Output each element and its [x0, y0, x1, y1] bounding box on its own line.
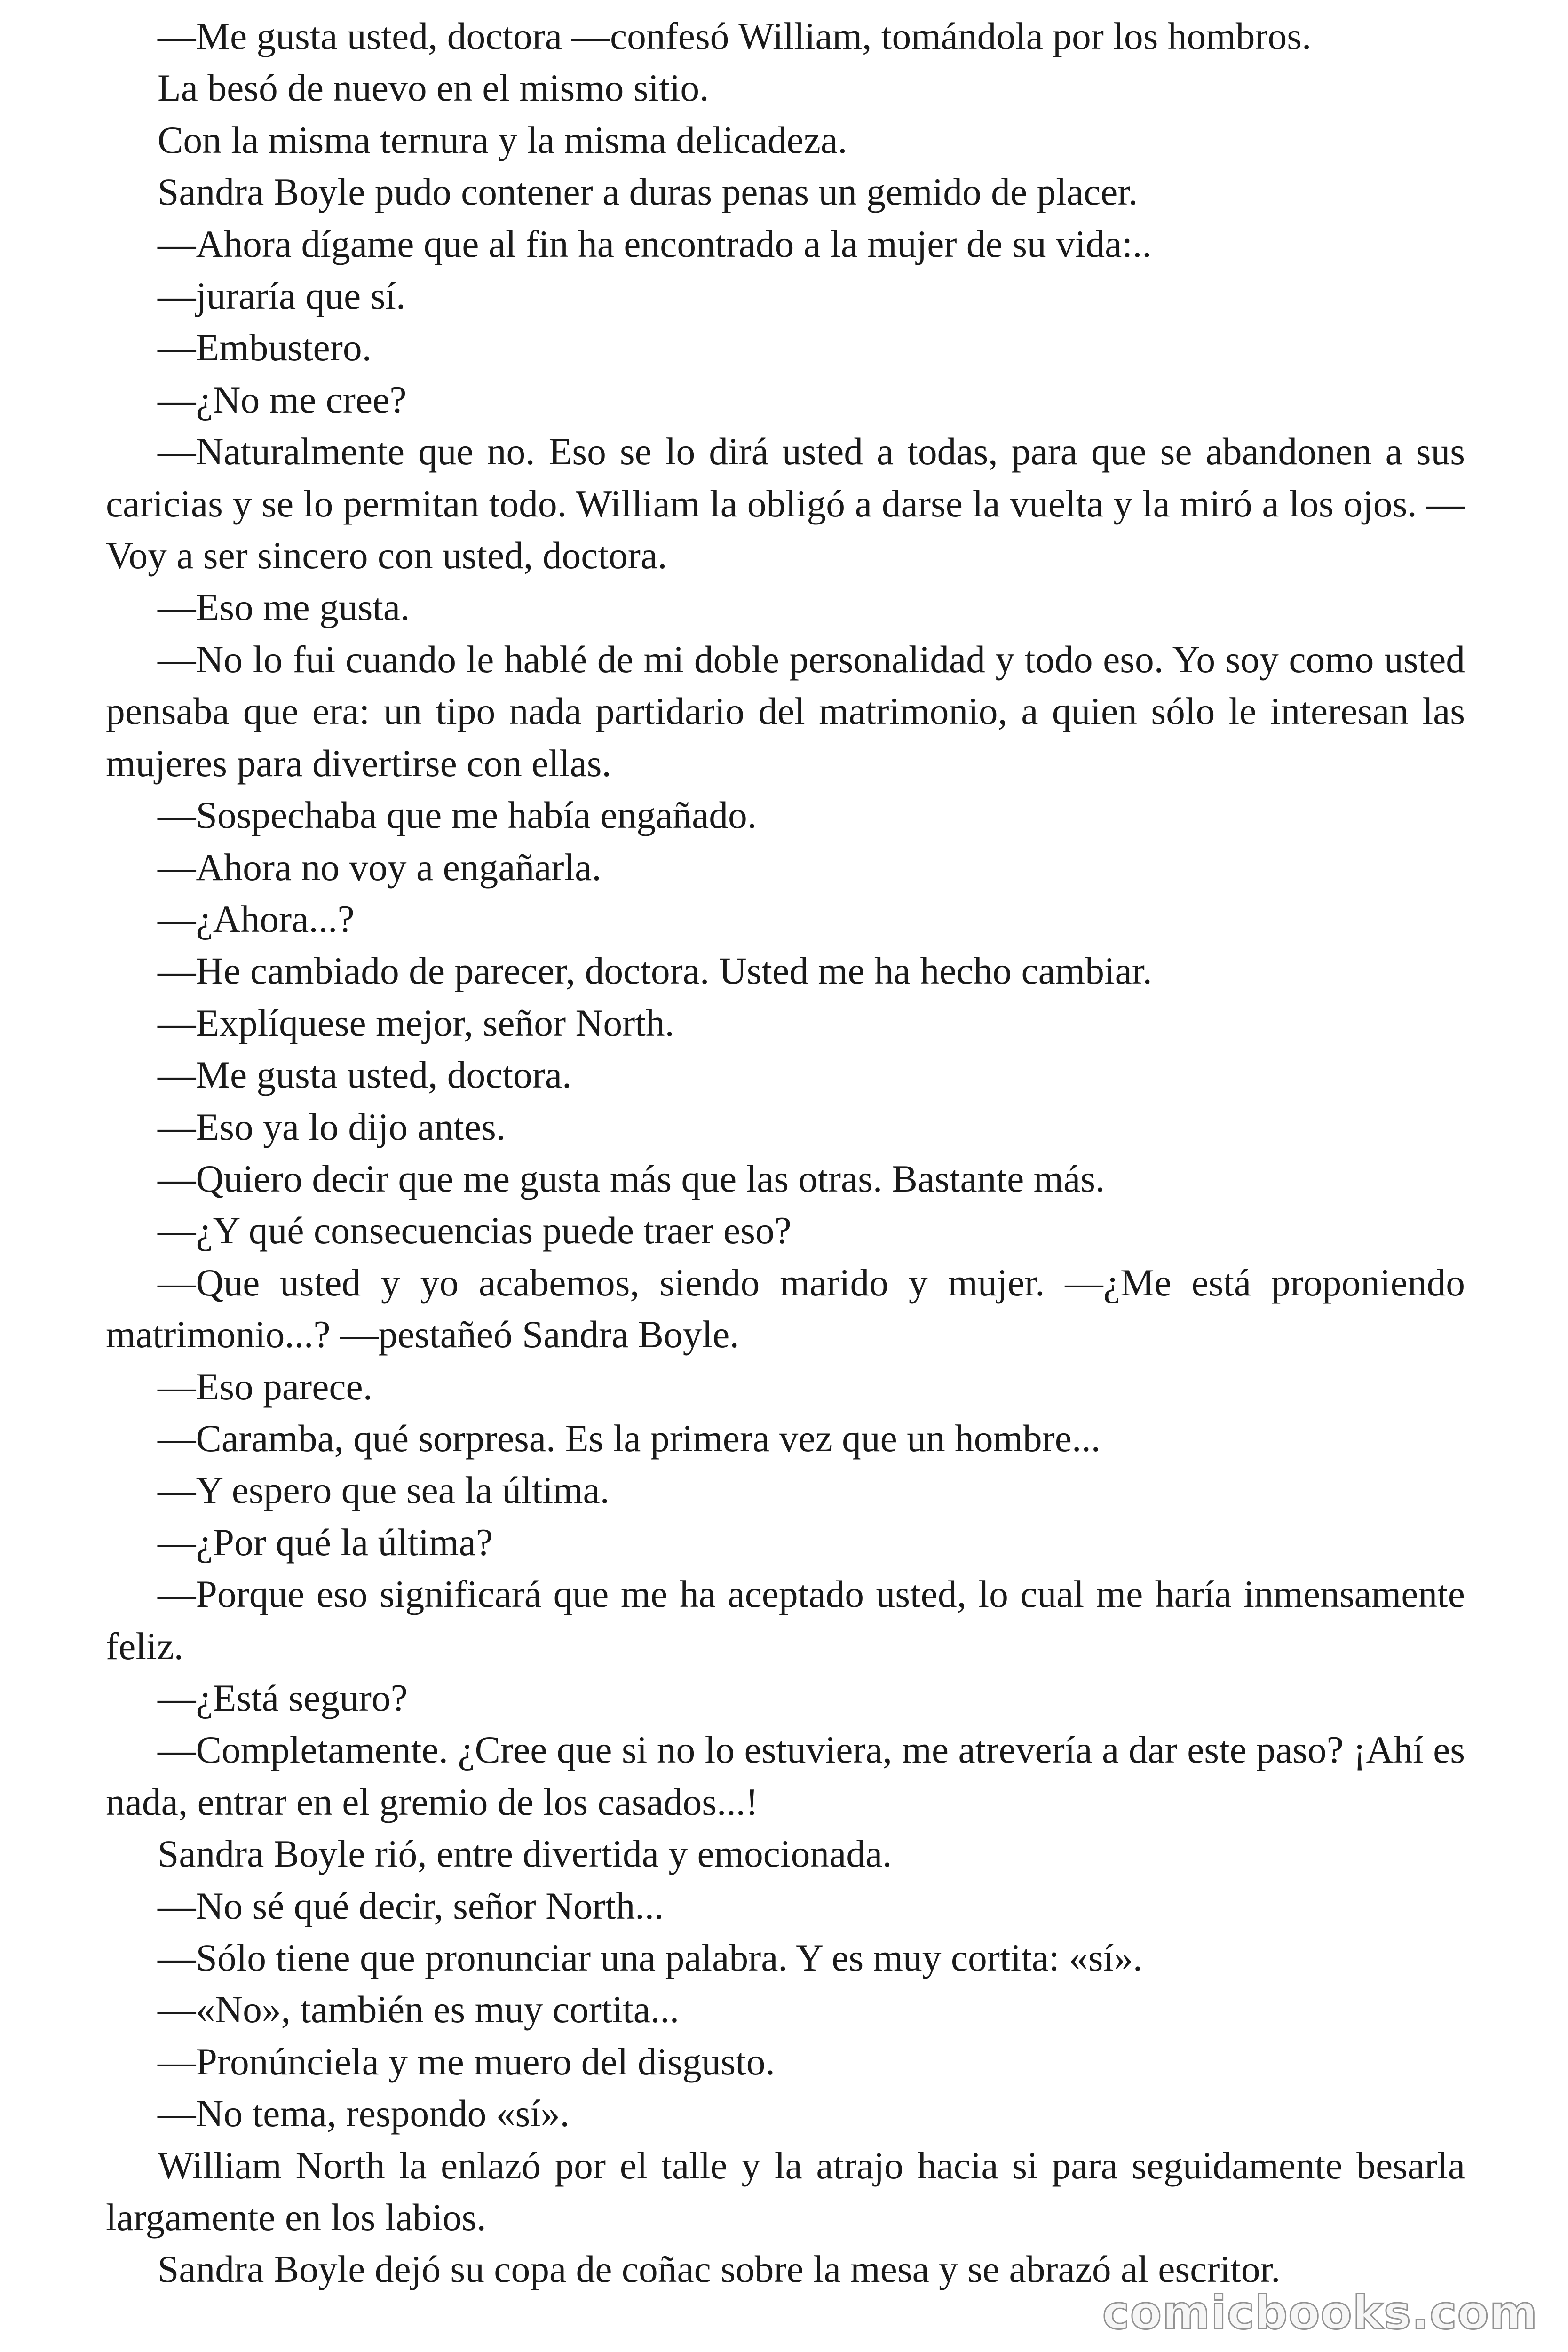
paragraph: —No tema, respondo «sí».: [158, 2092, 570, 2135]
paragraph: —«No», también es muy cortita...: [158, 1988, 680, 2031]
paragraph: —juraría que sí.: [158, 274, 406, 318]
paragraph: —Eso ya lo dijo antes.: [158, 1105, 506, 1148]
document-page: [106, 10, 1465, 2296]
paragraph: La besó de nuevo en el mismo sitio.: [158, 66, 709, 110]
paragraph: —Sólo tiene que pronunciar una palabra. Y es muy cortita: «sí».: [158, 1936, 1143, 1979]
paragraph: —¿Está seguro?: [158, 1677, 408, 1719]
paragraph: —Me gusta usted, doctora.: [158, 1053, 572, 1097]
paragraph: Sandra Boyle dejó su copa de coñac sobre la mesa y se abrazó al escritor.: [158, 2248, 1281, 2291]
paragraph: —Porque eso significará que me ha aceptado usted, lo cual me haría inmensamente feliz.: [106, 1573, 1465, 1668]
paragraph: —Caramba, qué sorpresa. Es la primera vez que un hombre...: [158, 1416, 1101, 1460]
paragraph: —He cambiado de parecer, doctora. Usted me ha hecho cambiar.: [158, 949, 1152, 993]
paragraph: —¿Ahora...?: [158, 897, 355, 940]
paragraph: —¿Y qué consecuencias puede traer eso?: [158, 1209, 792, 1252]
paragraph: —No sé qué decir, señor North...: [158, 1884, 664, 1927]
paragraph: —No lo fui cuando le hablé de mi doble personalidad y todo eso. Yo soy como usted pensaba que era: un tipo nada partidario del matrimonio, a quien sólo le interesan las mujeres para divertirse con ellas.: [106, 637, 1465, 785]
paragraph: —Eso parece.: [158, 1365, 373, 1408]
paragraph: Con la misma ternura y la misma delicadeza.: [158, 118, 847, 161]
paragraph: Sandra Boyle rió, entre divertida y emocionada.: [158, 1832, 892, 1875]
paragraph: —Naturalmente que no. Eso se lo dirá usted a todas, para que se abandonen a sus caricias y se lo permitan todo. William la obligó a darse la vuelta y la miró a los ojos. — Voy a ser sincero con usted, doctora.: [106, 430, 1465, 577]
paragraph: —Pronúnciela y me muero del disgusto.: [158, 2040, 775, 2083]
paragraph: —Eso me gusta.: [158, 586, 410, 629]
paragraph: —Ahora no voy a engañarla.: [158, 845, 602, 889]
paragraph: —Sospechaba que me había engañado.: [158, 794, 757, 837]
paragraph: —Ahora dígame que al fin ha encontrado a la mujer de su vida:..: [158, 222, 1152, 265]
watermark: comicbooks.com: [1102, 2286, 1538, 2340]
paragraph: —Que usted y yo acabemos, siendo marido y mujer. —¿Me está proponiendo matrimonio...? —pestañeó Sandra Boyle.: [106, 1261, 1465, 1356]
paragraph: —Completamente. ¿Cree que si no lo estuviera, me atrevería a dar este paso? ¡Ahí es nada, entrar en el gremio de los casados...!: [106, 1728, 1465, 1823]
paragraph: —Embustero.: [158, 326, 372, 369]
paragraph: —Y espero que sea la última.: [158, 1469, 610, 1512]
paragraph: William North la enlazó por el talle y la atrajo hacia si para seguidamente besarla largamente en los labios.: [106, 2144, 1465, 2239]
paragraph: Sandra Boyle pudo contener a duras penas un gemido de placer.: [158, 170, 1138, 214]
paragraph: —Quiero decir que me gusta más que las otras. Bastante más.: [158, 1157, 1105, 1200]
paragraph: —¿Por qué la última?: [158, 1520, 493, 1564]
paragraph: —Explíquese mejor, señor North.: [158, 1001, 675, 1044]
paragraph: —¿No me cree?: [158, 378, 407, 421]
paragraph: —Me gusta usted, doctora —confesó William, tomándola por los hombros.: [158, 15, 1312, 57]
